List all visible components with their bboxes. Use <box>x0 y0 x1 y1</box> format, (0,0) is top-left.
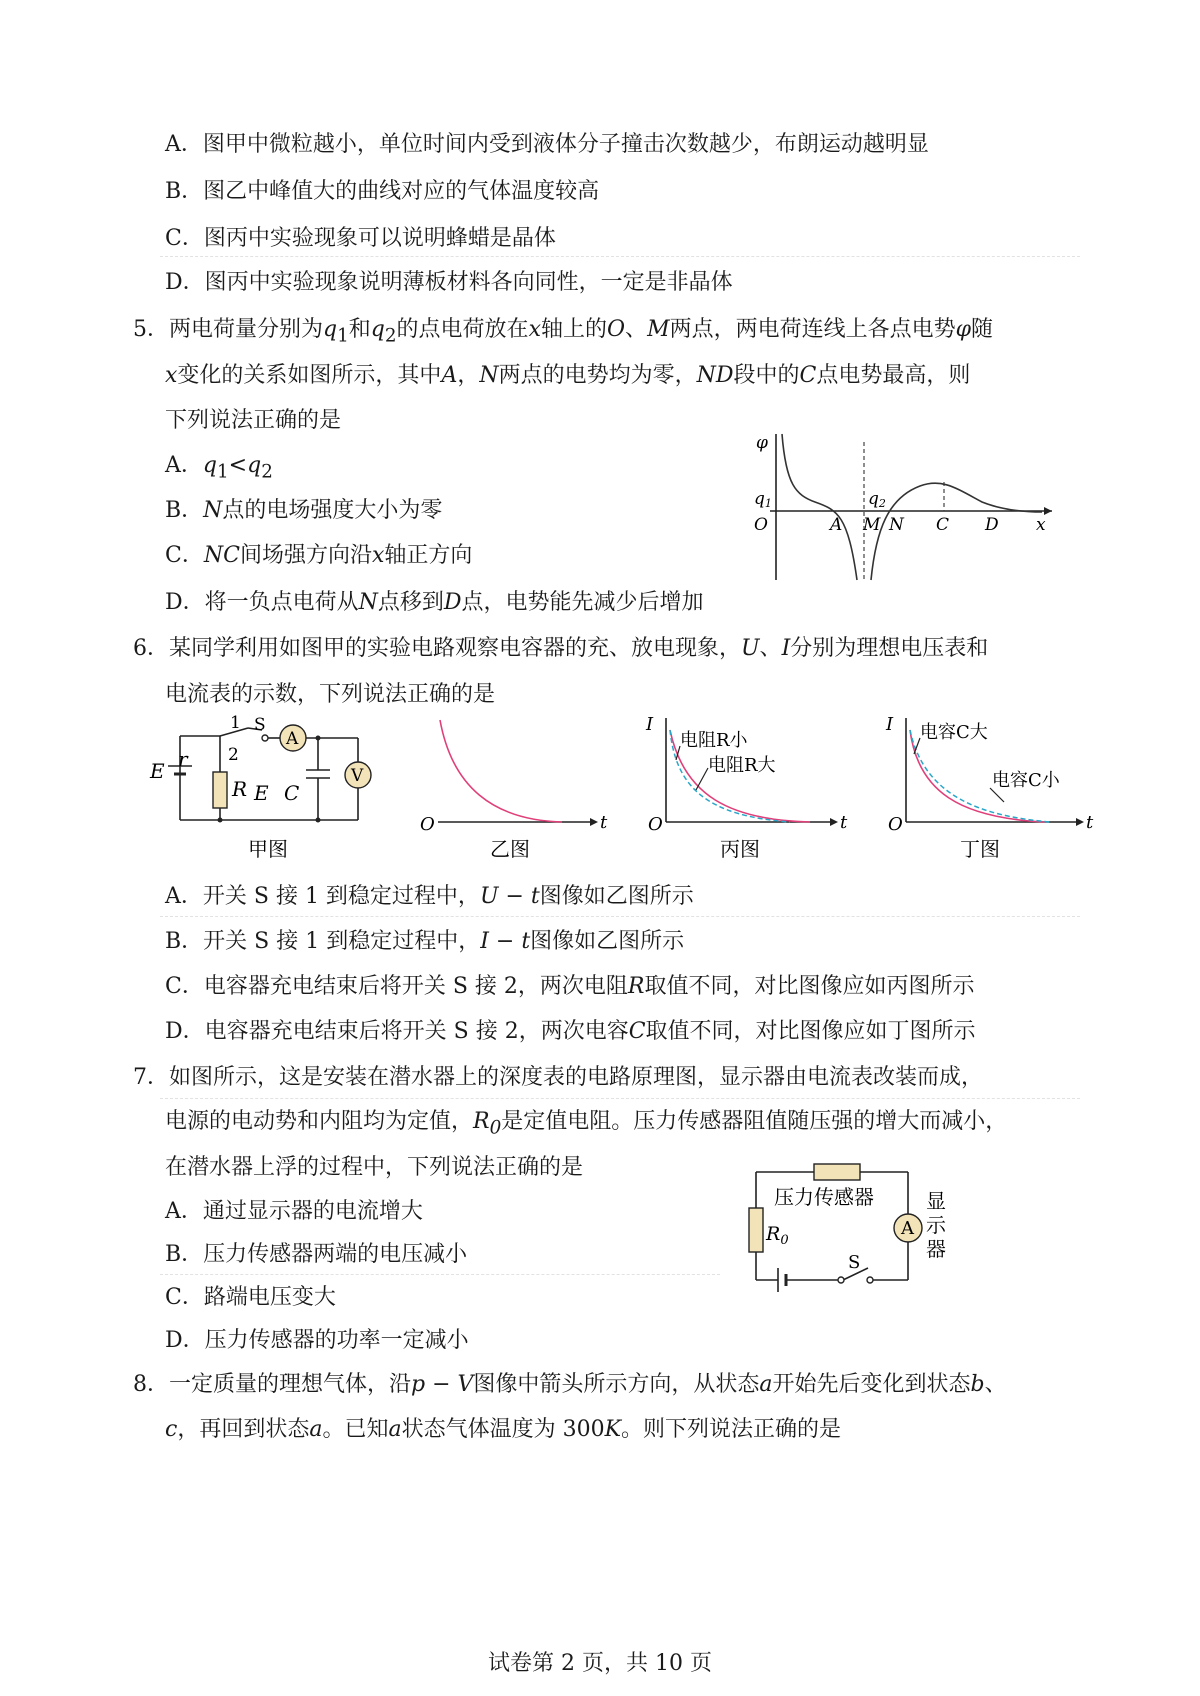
q5-stem-line2: x变化的关系如图所示，其中A，N两点的电势均为零，ND段中的C点电势最高，则 <box>165 363 971 388</box>
depth-gauge-circuit <box>730 1150 990 1315</box>
label-x: x <box>1036 515 1046 535</box>
label-r-resistor: R <box>232 777 248 801</box>
graph-ding <box>880 716 1110 891</box>
label-contact-2: 2 <box>228 745 239 765</box>
phi-curve-left <box>782 434 857 580</box>
label-voltmeter-v: V <box>351 766 364 786</box>
caption-yi: 乙图 <box>490 837 530 861</box>
switch-contact <box>867 1277 873 1283</box>
q4-option-c: C．图丙中实验现象可以说明蜂蜡是晶体 <box>165 226 556 251</box>
label-ammeter-a: A <box>901 1218 914 1239</box>
divider <box>160 1274 720 1275</box>
divider <box>160 916 1080 917</box>
label-display-2: 示 <box>926 1213 946 1237</box>
q6-option-d: D．电容器充电结束后将开关 S 接 2，两次电容C取值不同，对比图像应如丁图所示 <box>165 1019 976 1044</box>
label-n: N <box>889 515 904 535</box>
label-i: I <box>886 714 894 735</box>
label-display-1: 显 <box>926 1189 946 1213</box>
q4-option-d: D．图丙中实验现象说明薄板材料各向同性，一定是非晶体 <box>165 270 733 295</box>
label-o: O <box>648 814 663 835</box>
junction-dot <box>316 818 321 823</box>
label-c-capacitor: C <box>284 781 300 805</box>
q6-option-b: B．开关 S 接 1 到稳定过程中，I − t图像如乙图所示 <box>165 929 685 954</box>
label-m: M <box>863 515 881 535</box>
label-switch-s: S <box>848 1252 861 1273</box>
label-r0: $R_0$ <box>766 1223 789 1248</box>
label-switch-s: S <box>254 715 266 735</box>
q6-option-c: C．电容器充电结束后将开关 S 接 2，两次电阻R取值不同，对比图像应如丙图所示 <box>165 974 975 999</box>
q5-option-c: C．NC间场强方向沿x轴正方向 <box>165 543 473 568</box>
junction-dot <box>316 736 321 741</box>
label-r-internal: r <box>178 747 188 771</box>
q6-option-a: A．开关 S 接 1 到稳定过程中，U − t图像如乙图所示 <box>165 884 694 909</box>
t-axis-arrow <box>590 818 598 826</box>
label-t: t <box>840 812 848 833</box>
label-pressure-sensor: 压力传感器 <box>774 1185 874 1209</box>
leader-line <box>696 768 708 790</box>
resistor-r0 <box>749 1208 763 1252</box>
potential-graph <box>754 430 1060 590</box>
q7-option-b: B．压力传感器两端的电压减小 <box>165 1242 468 1267</box>
label-t: t <box>600 812 608 833</box>
q7-option-a: A．通过显示器的电流增大 <box>165 1199 423 1224</box>
q8-stem-line1: 8．一定质量的理想气体，沿p − V图像中箭头所示方向，从状态a开始先后变化到状态b、 <box>133 1372 1007 1397</box>
label-o: O <box>754 515 768 535</box>
label-capacitor-large: 电容C大 <box>920 722 988 743</box>
q6-stem-line2: 电流表的示数，下列说法正确的是 <box>165 682 496 707</box>
label-contact-1: 1 <box>230 713 241 733</box>
label-o: O <box>420 814 435 835</box>
q7-stem-line3: 在潜水器上浮的过程中，下列说法正确的是 <box>165 1155 584 1180</box>
q8-stem-line2: c，再回到状态a。已知a状态气体温度为 300K。则下列说法正确的是 <box>165 1417 842 1442</box>
t-axis-arrow <box>1076 818 1084 826</box>
q5-stem-line1: 5．两电荷量分别为$q_1$和$q_2$的点电荷放在x轴上的O、M两点，两电荷连线上各点电势φ随 <box>133 317 994 347</box>
label-ammeter-a: A <box>286 729 299 749</box>
q7-stem-line2: 电源的电动势和内阻均为定值，$R_0$是定值电阻。压力传感器阻值随压强的增大而减小， <box>165 1109 1008 1139</box>
q4-option-b: B．图乙中峰值大的曲线对应的气体温度较高 <box>165 179 600 204</box>
label-i: I <box>646 714 654 735</box>
q6-stem-line1: 6．某同学利用如图甲的实验电路观察电容器的充、放电现象，U、I分别为理想电压表和 <box>133 636 989 661</box>
divider <box>160 256 1080 257</box>
resistor-r <box>213 772 227 808</box>
label-e-source: E <box>150 759 165 783</box>
label-c: C <box>936 515 950 535</box>
t-axis-arrow <box>830 818 838 826</box>
graph-bing <box>640 716 860 891</box>
circuit-jia <box>148 713 388 891</box>
label-d: D <box>985 515 999 535</box>
label-resistor-small: 电阻R小 <box>680 730 748 751</box>
q5-option-b: B．N点的电场强度大小为零 <box>165 498 443 523</box>
label-e-second: E <box>254 781 269 805</box>
label-display-3: 器 <box>926 1237 946 1261</box>
label-q1: q1 <box>754 489 772 510</box>
label-a: A <box>830 515 843 535</box>
q5-stem-line3: 下列说法正确的是 <box>165 408 342 433</box>
label-capacitor-small: 电容C小 <box>992 770 1060 791</box>
q4-option-a: A．图甲中微粒越小，单位时间内受到液体分子撞击次数越少，布朗运动越明显 <box>165 132 929 157</box>
switch-pivot <box>262 735 268 741</box>
q5-option-d: D．将一负点电荷从N点移到D点，电势能先减少后增加 <box>165 590 704 615</box>
label-t: t <box>1086 812 1094 833</box>
q5-option-a: A．$q_1<q_2$ <box>165 453 273 483</box>
label-resistor-large: 电阻R大 <box>708 755 776 776</box>
pressure-sensor <box>814 1164 860 1180</box>
q7-option-c: C．路端电压变大 <box>165 1285 336 1310</box>
graph-yi <box>412 716 612 891</box>
switch-pivot <box>838 1277 844 1283</box>
label-phi: φ <box>756 433 768 453</box>
yi-curve <box>440 720 562 822</box>
q7-option-d: D．压力传感器的功率一定减小 <box>165 1328 469 1353</box>
label-o: O <box>888 814 903 835</box>
x-axis-arrow <box>1044 507 1052 515</box>
caption-jia: 甲图 <box>248 837 288 861</box>
divider <box>160 1098 1080 1099</box>
label-q2: q2 <box>868 489 886 510</box>
caption-ding: 丁图 <box>960 837 1000 861</box>
junction-dot <box>218 818 223 823</box>
page-footer: 试卷第 2 页，共 10 页 <box>488 1651 712 1676</box>
caption-bing: 丙图 <box>720 837 760 861</box>
q7-stem-line1: 7．如图所示，这是安装在潜水器上的深度表的电路原理图，显示器由电流表改装而成， <box>133 1065 983 1090</box>
